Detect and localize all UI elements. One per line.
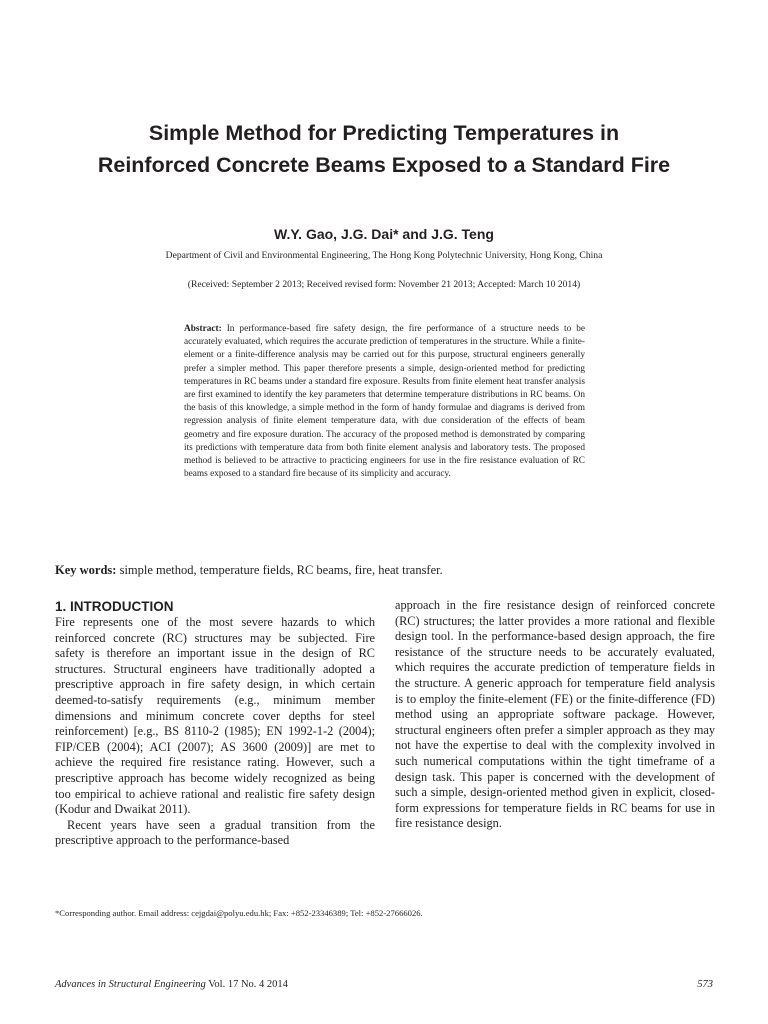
right-column bbox=[395, 598, 715, 832]
affiliation: Department of Civil and Environmental Engineering, The Hong Kong Polytechnic University, Hong Kong, China bbox=[165, 250, 603, 261]
intro-paragraph-2: Recent years have seen a gradual transition from the prescriptive approach to the performance-based bbox=[55, 817, 375, 848]
page-number: 573 bbox=[697, 979, 713, 990]
abstract bbox=[184, 323, 585, 481]
intro-paragraph-2-continued: approach in the fire resistance design of reinforced concrete (RC) structures; the latter provides a more rational and flexible design tool. In the performance-based design approach, the fire resistance of the structure needs to be accurately evaluated, which requires the accurate prediction of temperature fields in the structure. A generic approach for temperature field analysis is to employ the finite-element (FE) or the finite-difference (FD) method using an appropriate software package. However, structural engineers often prefer a simpler approach as they may not have the expertise to deal with the complexity involved in such numerical computations within the tight timeframe of a design task. This paper is concerned with the development of such a simple, design-oriented method given in explicit, closed-form expressions for temperature fields in RC beams for use in fire resistance design. bbox=[395, 598, 715, 831]
paper-title bbox=[40, 117, 728, 181]
corresponding-author-footnote: *Corresponding author. Email address: cejgdai@polyu.edu.hk; Fax: +852-23346389; Tel: +852-27666026. bbox=[55, 908, 423, 918]
received-dates: (Received: September 2 2013; Received revised form: November 21 2013; Accepted: March 10 2014) bbox=[187, 279, 581, 290]
keywords-label: Key words: bbox=[55, 563, 117, 577]
journal-name: Advances in Structural Engineering bbox=[55, 979, 206, 990]
left-column bbox=[55, 598, 375, 849]
keywords bbox=[55, 563, 715, 578]
title-line-2: Reinforced Concrete Beams Exposed to a Standard Fire bbox=[97, 153, 671, 177]
journal-volume: Vol. 17 No. 4 2014 bbox=[208, 979, 288, 990]
keywords-text: simple method, temperature fields, RC beams, fire, heat transfer. bbox=[119, 563, 443, 577]
abstract-label: Abstract: bbox=[184, 324, 222, 334]
authors: W.Y. Gao, J.G. Dai* and J.G. Teng bbox=[274, 226, 494, 242]
abstract-text: In performance-based fire safety design, the fire performance of a structure needs to be accurately evaluated, which requires the accurate prediction of temperatures in the structure. While a finite-element or a finite-difference analysis may be carried out for this purpose, structural engineers generally prefer a simpler method. This paper therefore presents a simple, design-oriented method for predicting temperatures in RC beams under a standard fire exposure. Results from finite element heat transfer analysis are first examined to identify the key parameters that determine temperature distributions in RC beams. On the basis of this knowledge, a simple method in the form of handy formulae and diagrams is derived from regression analysis of finite element temperature data, with due consideration of the effects of beam geometry and fire exposure duration. The accuracy of the proposed method is demonstrated by comparing its predictions with temperature data from both finite element analysis and laboratory tests. The proposed method is believed to be attractive to practicing engineers for use in the fire resistance evaluation of RC beams exposed to a standard fire because of its simplicity and accuracy. bbox=[184, 324, 585, 480]
journal-footer bbox=[55, 979, 288, 990]
section-heading-introduction: 1. INTRODUCTION bbox=[55, 599, 174, 614]
title-line-1: Simple Method for Predicting Temperatures in bbox=[148, 121, 620, 145]
intro-paragraph-1: Fire represents one of the most severe hazards to which reinforced concrete (RC) structures may be subjected. Fire safety is therefore an important issue in the design of RC structures. Structural engineers have traditionally adopted a prescriptive approach in fire safety design, in which certain deemed-to-satisfy requirements (e.g., minimum member dimensions and minimum concrete cover depths for steel reinforcement) [e.g., BS 8110-2 (1985); EN 1992-1-2 (2004); FIP/CEB (2004); ACI (2007); AS 3600 (2009)] are met to achieve the required fire resistance rating. However, such a prescriptive approach has become widely recognized as being too empirical to achieve rational and realistic fire safety design (Kodur and Dwaikat 2011). bbox=[55, 615, 375, 817]
